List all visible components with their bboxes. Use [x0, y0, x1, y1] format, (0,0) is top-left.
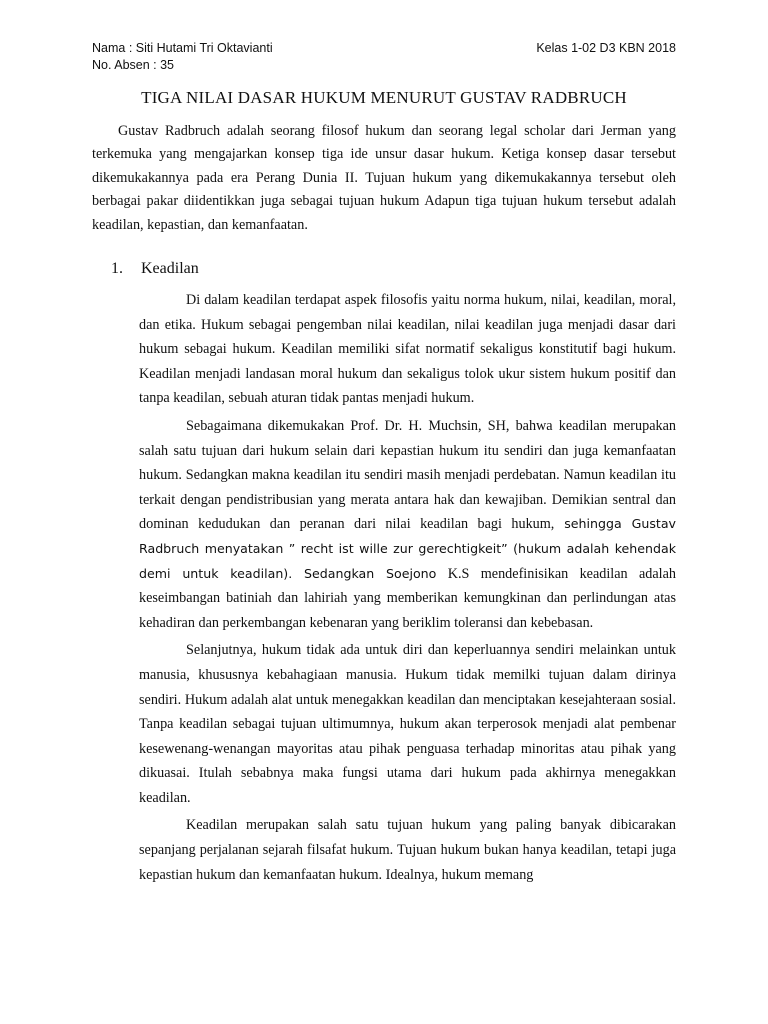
- section-body: [139, 288, 676, 890]
- paragraph-2-part-a: Sebagaimana dikemukakan Prof. Dr. H. Muchsin, SH, bahwa keadilan merupakan salah satu tujuan dari hukum selain dari kepastian hukum itu sendiri dan juga kemanfaatan hukum. Sedangkan makna keadilan itu sendiri masih menjadi perdebatan. Namun keadilan itu terkait dengan pendistribusian yang merata antara hak dan kewajiban. Demikian sentral dan dominan kedudukan dan peranan dari nilai keadilan bagi hukum,: [139, 417, 676, 533]
- document-title: TIGA NILAI DASAR HUKUM MENURUT GUSTAV RADBRUCH: [141, 88, 627, 107]
- paragraph-3: Selanjutnya, hukum tidak ada untuk diri dan keperluannya sendiri melainkan untuk manusia, khususnya kebahagiaan manusia. Hukum tidak memilki tujuan dalam dirinya sendiri. Hukum adalah alat untuk menegakkan keadilan dan menciptakan kesejahteraan sosial. Tanpa keadilan sebagai tujuan ultimumnya, hukum akan terperosok menjadi alat pembenar kesewenang-wenangan mayoritas atau pihak penguasa terhadap minoritas atau pihak yang dikuasai. Itulah sebabnya maka fungsi utama dari hukum pada akhirnya menegakkan keadilan.: [139, 642, 676, 806]
- intro-paragraph: Gustav Radbruch adalah seorang filosof hukum dan seorang legal scholar dari Jerman yang terkemuka yang mengajarkan konsep tiga ide unsur dasar hukum. Ketiga konsep dasar tersebut dikemukakannya pada era Perang Dunia II. Tujuan hukum yang dikemukakannya tersebut oleh berbagai pakar diidentikkan juga sebagai tujuan hukum Adapun tiga tujuan hukum tersebut adalah keadilan, kepastian, dan kemanfaatan.: [92, 123, 676, 233]
- paragraph-1: Di dalam keadilan terdapat aspek filosofis yaitu norma hukum, nilai, keadilan, moral, dan etika. Hukum sebagai pengemban nilai keadilan, nilai keadilan juga menjadi dasar dari hukum sebagai hukum. Keadilan memiliki sifat normatif sekaligus konstitutif bagi hukum. Keadilan menjadi landasan moral hukum dan sekaligus tolok ukur sistem hukum positif dan tanpa keadilan, sebuah aturan tidak pantas menjadi hukum.: [139, 292, 676, 407]
- student-name: Nama : Siti Hutami Tri Oktavianti: [92, 41, 273, 55]
- section-title: Keadilan: [141, 260, 199, 277]
- paragraph-4: Keadilan merupakan salah satu tujuan hukum yang paling banyak dibicarakan sepanjang perjalanan sejarah filsafat hukum. Tujuan hukum bukan hanya keadilan, tetapi juga kepastian hukum dan kemanfaatan hukum. Idealnya, hukum memang: [139, 817, 676, 883]
- radbruch-quote: sehingga Gustav Radbruch menyatakan ” recht ist wille zur gerechtigkeit” (hukum adalah kehendak demi untuk keadilan). Sedangkan Soejono: [139, 516, 676, 581]
- student-class: Kelas 1-02 D3 KBN 2018: [536, 41, 676, 55]
- section-number: 1.: [111, 260, 123, 277]
- paragraph-2-part-c: K.S mendefinisikan keadilan adalah keseimbangan batiniah dan lahiriah yang memberikan kemungkinan dan perlindungan atas kehadiran dan perkembangan kebenaran yang beriklim toleransi dan kebebasan.: [139, 565, 676, 631]
- student-absen: No. Absen : 35: [92, 58, 175, 72]
- paragraph-2: [139, 414, 676, 635]
- student-header: [92, 40, 676, 74]
- section-heading: [111, 260, 199, 278]
